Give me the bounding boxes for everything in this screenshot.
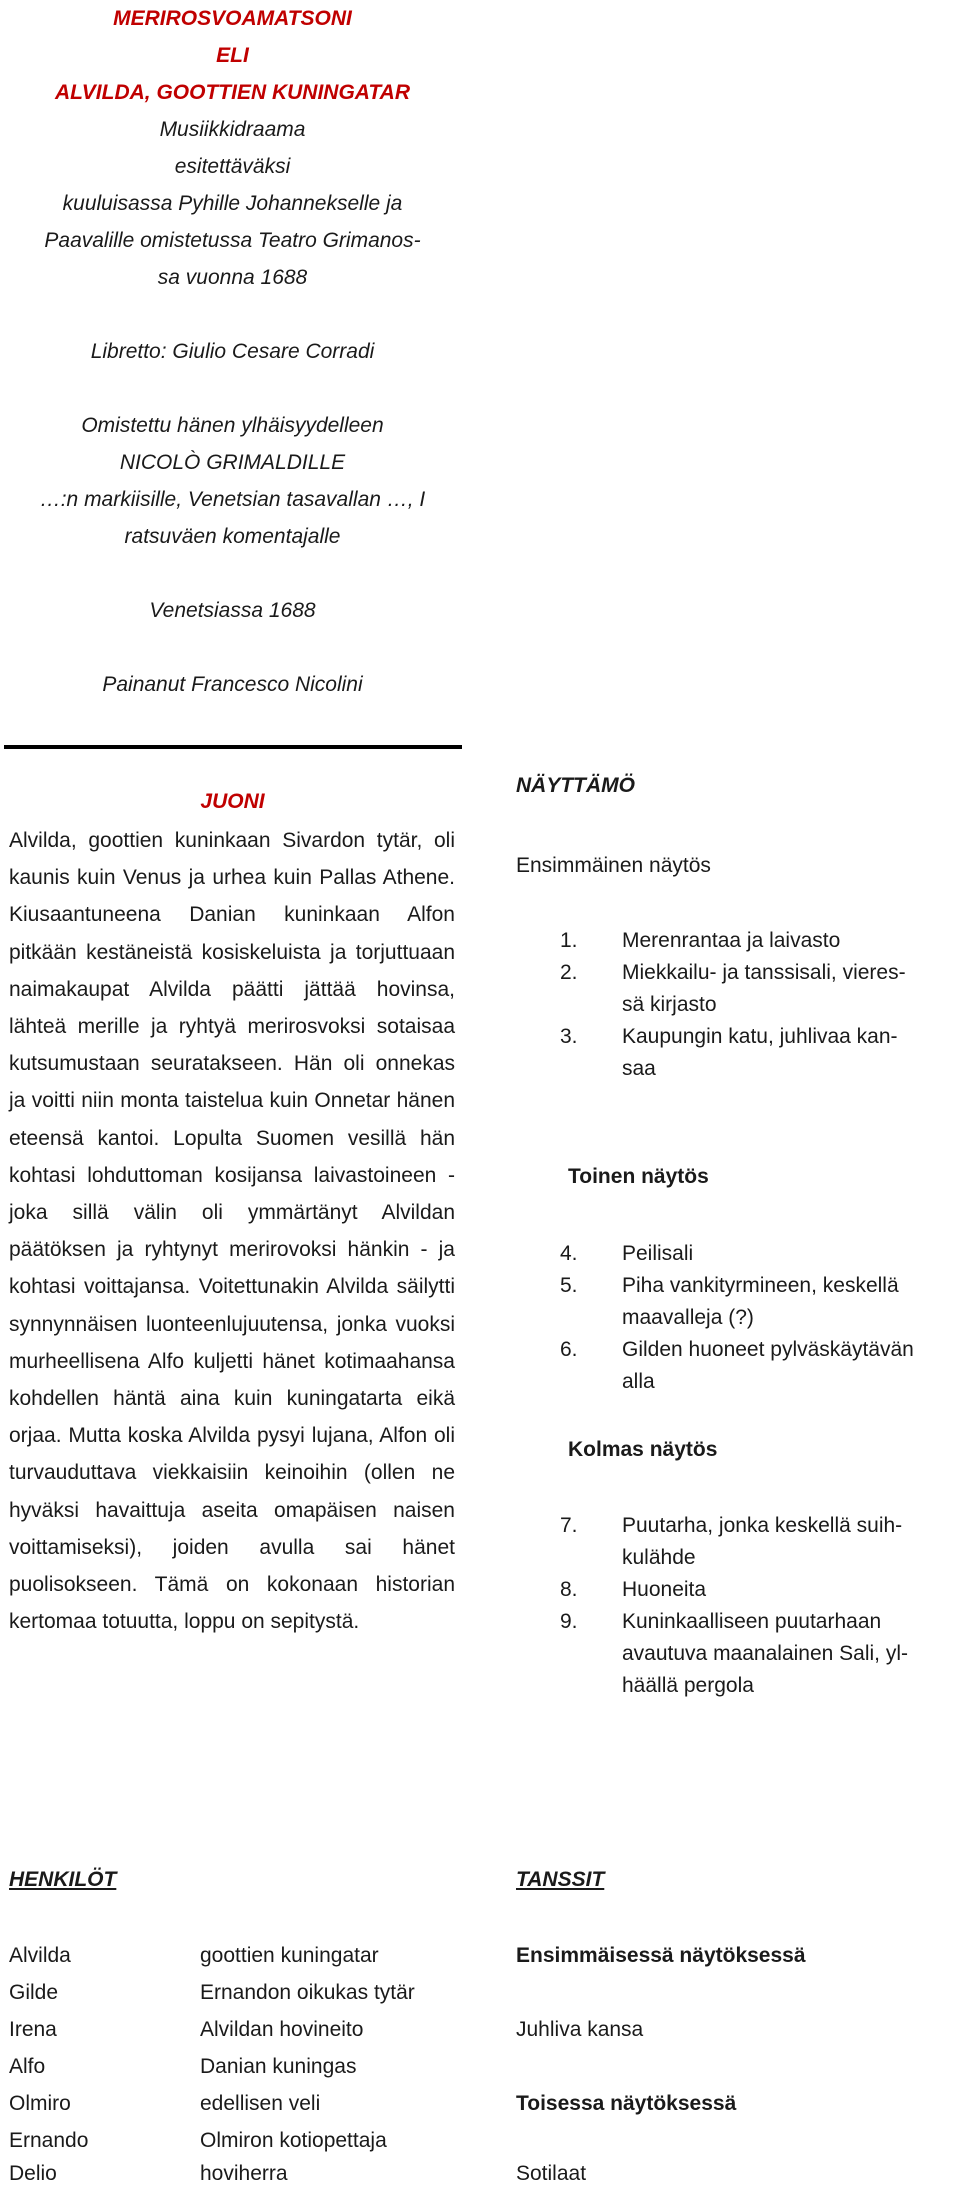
title-line: MERIROSVOAMATSONI <box>113 7 352 30</box>
title-line: ELI <box>216 44 249 67</box>
scene-item <box>560 1510 960 1574</box>
scene-text: Kuninkaalliseen puutarhaan <box>622 1610 882 1633</box>
person-role: goottien kuningatar <box>200 1944 379 1967</box>
dedication-line: …:n markiisille, Venetsian tasavallan …, I <box>39 488 426 511</box>
person-role: Olmiron kotiopettaja <box>200 2129 387 2152</box>
scene-text: kulähde <box>622 1546 696 1569</box>
nayttamo-heading: NÄYTTÄMÖ <box>516 774 635 797</box>
scene-item <box>560 1574 960 1606</box>
person-name: Alfo <box>9 2055 46 2078</box>
person-role: Ernandon oikukas tytär <box>200 1981 415 2004</box>
dedication-line: ratsuväen komentajalle <box>124 525 341 548</box>
person-row <box>9 2155 469 2192</box>
title-line: ALVILDA, GOOTTIEN KUNINGATAR <box>54 81 411 104</box>
subtitle-line: Musiikkidraama <box>159 118 306 141</box>
dance-act2-item: Sotilaat <box>516 2162 587 2185</box>
scene-number: 7. <box>560 1514 578 1537</box>
scene-item <box>560 1238 960 1270</box>
blank-line <box>0 296 465 333</box>
person-row <box>9 1974 469 2011</box>
henkilot-heading: HENKILÖT <box>9 1868 117 1891</box>
scene-text: Gilden huoneet pylväskäytävän <box>622 1338 914 1361</box>
libretto-line: Libretto: Giulio Cesare Corradi <box>90 340 375 363</box>
person-row <box>9 1937 469 1974</box>
person-name: Ernando <box>9 2129 89 2152</box>
scene-text: Miekkailu- ja tanssisali, vieres- <box>622 961 906 984</box>
title-block <box>0 0 465 703</box>
dance-act1-item: Juhliva kansa <box>516 2018 644 2041</box>
blank-line <box>0 555 465 592</box>
place-line: Venetsiassa 1688 <box>149 599 316 622</box>
scene-number: 3. <box>560 1025 578 1048</box>
dance-act1-heading: Ensimmäisessä näytöksessä <box>516 1944 806 1967</box>
person-role: hoviherra <box>200 2162 288 2185</box>
dedication-line: Omistettu hänen ylhäisyydelleen <box>81 414 384 437</box>
scene-number: 4. <box>560 1242 578 1265</box>
scene-text: avautuva maanalainen Sali, yl- <box>622 1642 909 1665</box>
person-name: Delio <box>9 2162 57 2185</box>
scene-text: saa <box>622 1057 656 1080</box>
scene-item <box>560 925 960 957</box>
person-row <box>9 2048 469 2085</box>
scene-text: maavalleja (?) <box>622 1306 754 1329</box>
scene-text: Piha vankityrmineen, keskellä <box>622 1274 899 1297</box>
scene-number: 2. <box>560 961 578 984</box>
act1-heading: Ensimmäinen näytös <box>516 854 711 877</box>
scene-text: Peilisali <box>622 1242 694 1265</box>
person-row <box>9 2122 469 2159</box>
person-role: edellisen veli <box>200 2092 321 2115</box>
scene-text: Huoneita <box>622 1578 707 1601</box>
blank-line <box>0 370 465 407</box>
scene-number: 6. <box>560 1338 578 1361</box>
subtitle-line: kuuluisassa Pyhille Johannekselle ja <box>62 192 403 215</box>
scene-number: 5. <box>560 1274 578 1297</box>
scene-item <box>560 1334 960 1398</box>
scene-number: 9. <box>560 1610 578 1633</box>
person-row <box>9 2011 469 2048</box>
scene-number: 1. <box>560 929 578 952</box>
printer-line: Painanut Francesco Nicolini <box>102 673 363 696</box>
person-row <box>9 2085 469 2122</box>
act2-heading: Toinen näytös <box>568 1165 709 1188</box>
scene-item <box>560 1021 960 1085</box>
act3-heading: Kolmas näytös <box>568 1438 718 1461</box>
blank-line <box>0 629 465 666</box>
scene-text: sä kirjasto <box>622 993 717 1016</box>
scene-item <box>560 957 960 1021</box>
scene-text: Merenrantaa ja laivasto <box>622 929 841 952</box>
scene-text: alla <box>622 1370 655 1393</box>
scene-item <box>560 1606 960 1702</box>
juoni-heading: JUONI <box>200 790 265 813</box>
tanssit-heading: TANSSIT <box>516 1868 605 1891</box>
person-name: Alvilda <box>9 1944 71 1967</box>
subtitle-line: sa vuonna 1688 <box>157 266 308 289</box>
person-role: Danian kuningas <box>200 2055 357 2078</box>
person-role: Alvildan hovineito <box>200 2018 364 2041</box>
subtitle-line: esitettäväksi <box>174 155 291 178</box>
person-name: Gilde <box>9 1981 59 2004</box>
scene-number: 8. <box>560 1578 578 1601</box>
person-name: Irena <box>9 2018 57 2041</box>
juoni-text: Alvilda, goottien kuninkaan Sivardon tytär, oli kaunis kuin Venus ja urhea kuin Pallas Athene. Kiusaantuneena Danian kuninkaan Alfon pitkään kestäneistä kosiskeluista ja torjuttuaan naimakaupat Alvilda päätti jättää hovinsa, lähteä merille ja ryhtyä merirosvoksi sotaisaa kutsumustaan seuratakseen. Hän oli onnekas ja voitti niin monta taistelua kuin Onnetar hänen eteensä kantoi. Lopulta Suomen vesillä hän kohtasi lohduttoman kosijansa laivastoineen - joka sillä välin oli ymmärtänyt Alvildan päätöksen ja ryhtynyt merirovoksi hänkin - ja kohtasi voittajansa. Voitettunakin Alvilda säilytti synnynnäisen luonteenlujuutensa, jonka vuoksi murheellisena Alfo kuljetti hänet kotimaahansa kohdellen häntä aina kuin kuningatarta eikä orjaa. Mutta koska Alvilda pysyi lujana, Alfon oli turvauduttava viekkaisiin keinoihin (ollen ne hyväksi havaittuja aseita omapäisen naisen voittamiseksi), joiden avulla sai hänet puolisokseen. Tämä on kokonaan historian kertomaa totuutta, loppu on sepitystä. <box>9 829 455 1634</box>
scene-text: Puutarha, jonka keskellä suih- <box>622 1514 903 1537</box>
dedication-line: NICOLÒ GRIMALDILLE <box>119 451 346 474</box>
scene-text: Kaupungin katu, juhlivaa kan- <box>622 1025 898 1048</box>
subtitle-line: Paavalille omistetussa Teatro Grimanos- <box>44 229 421 252</box>
horizontal-rule <box>4 745 462 749</box>
dance-act2-heading: Toisessa näytöksessä <box>516 2092 737 2115</box>
scene-item <box>560 1270 960 1334</box>
scene-text: häällä pergola <box>622 1674 754 1697</box>
person-name: Olmiro <box>9 2092 71 2115</box>
